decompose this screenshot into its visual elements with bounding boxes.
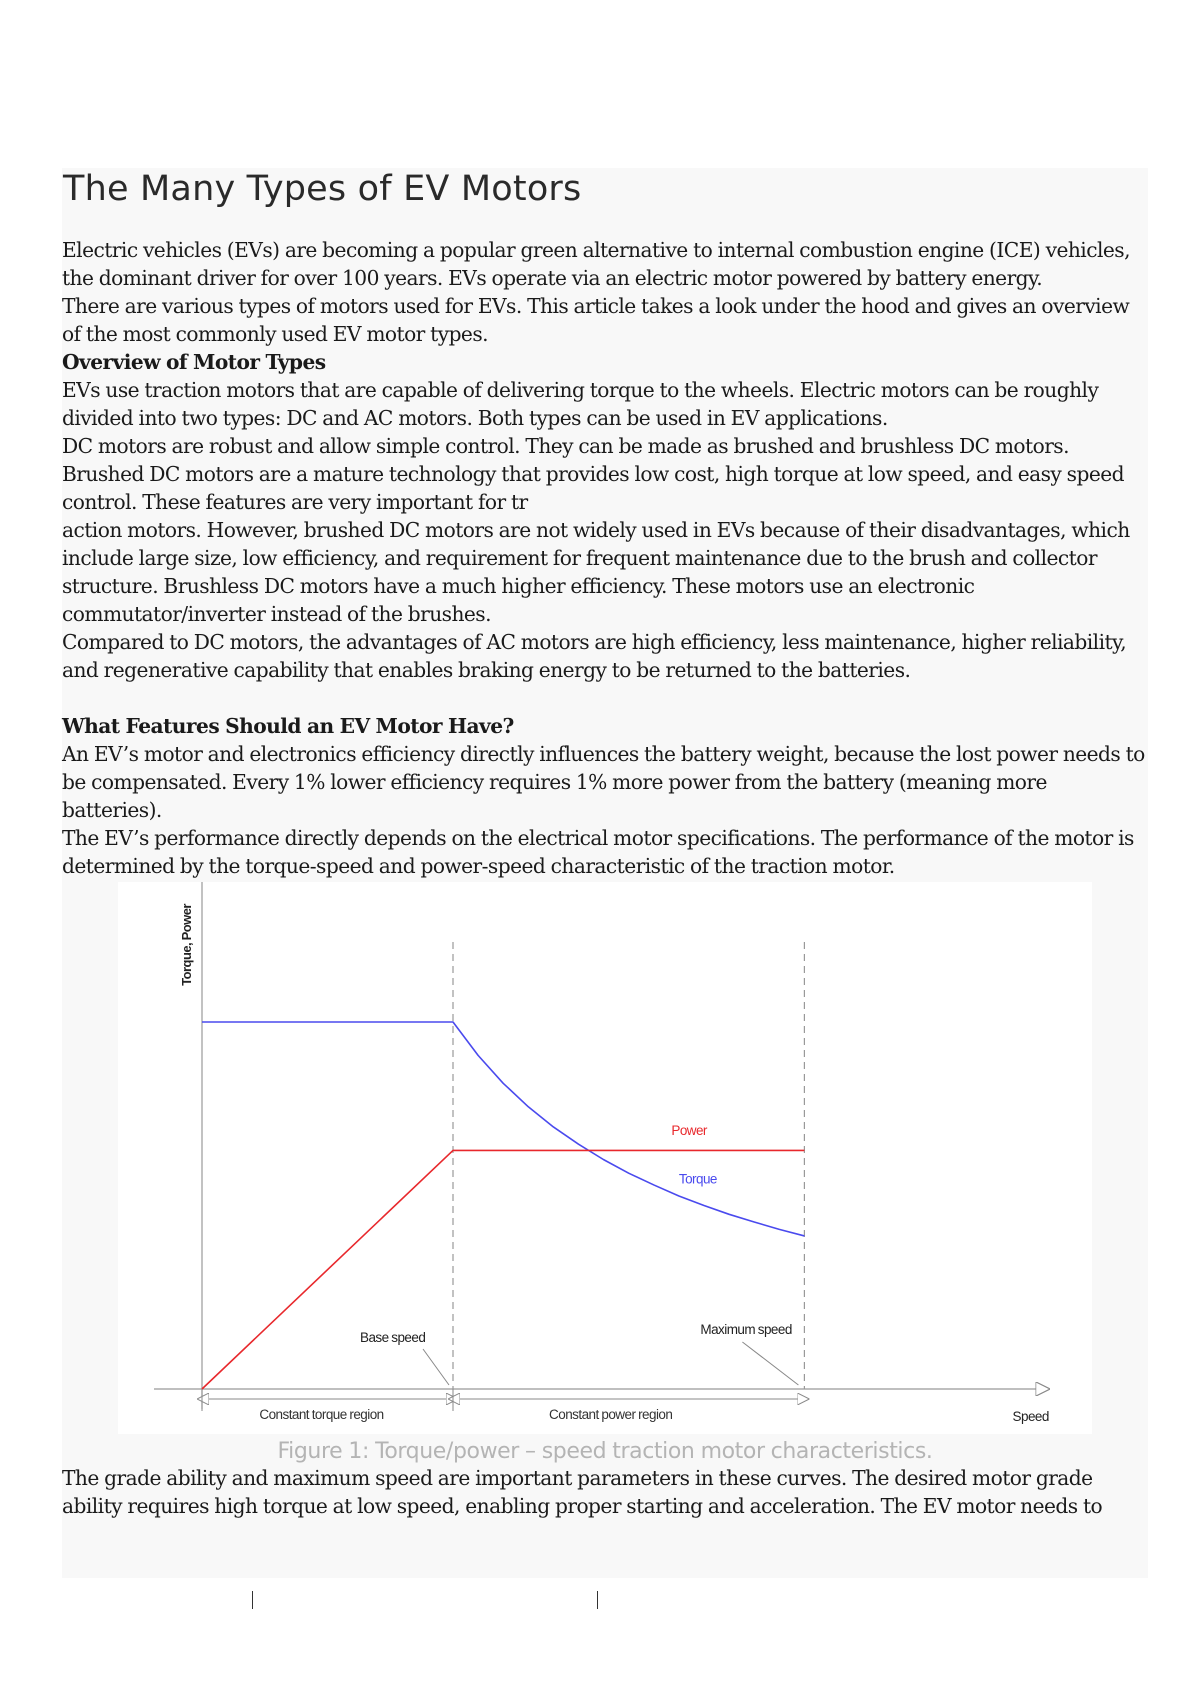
paragraph: DC motors are robust and allow simple control. They can be made as brushed and brushless DC motors. Brushed DC motors are a mature technology that provides low cost, high torque at low speed, and easy speed control. These features are very important for tr: [62, 434, 1124, 514]
paragraph: The EV’s performance directly depends on the electrical motor specifications. The performance of the motor is determined by the torque-speed and power-speed characteristic of the traction motor.: [62, 826, 1134, 878]
page-title: The Many Types of EV Motors: [63, 169, 582, 209]
paragraph: There are various types of motors used for EVs. This article takes a look under the hood and gives an overview of the most commonly used EV motor types.: [62, 294, 1130, 346]
paragraph: Compared to DC motors, the advantages of AC motors are high efficiency, less maintenance, higher reliability, and regenerative capability that enables braking energy to be returned to the batteries.: [62, 630, 1127, 682]
paragraph: action motors. However, brushed DC motors are not widely used in EVs because of their disadvantages, which include large size, low efficiency, and requirement for frequent maintenance due to the brush and collector structure. Brushless DC motors have a much higher efficiency. These motors use an electronic commutator/inverter instead of the brushes.: [62, 518, 1130, 626]
annotation-leader: [423, 1349, 449, 1385]
region-label: Constant torque region: [259, 1407, 384, 1422]
figure: [62, 882, 1148, 1464]
annotation-leader: [742, 1342, 798, 1385]
series-label-torque: Torque: [678, 1171, 717, 1187]
section-heading: What Features Should an EV Motor Have?: [62, 714, 514, 738]
annotation-maximum-speed: Maximum speed: [700, 1322, 792, 1337]
paragraph: An EV’s motor and electronics efficiency directly influences the battery weight, because the lost power needs to be compensated. Every 1% lower efficiency requires 1% more power from the battery (meaning more batteries).: [62, 742, 1145, 822]
spacer: [62, 684, 1148, 712]
region-label: Constant power region: [549, 1407, 673, 1422]
text-cursor-mark: [597, 1591, 598, 1609]
text-cursor-mark: [252, 1591, 253, 1609]
paragraph: Electric vehicles (EVs) are becoming a popular green alternative to internal combustion engine (ICE) vehicles, the dominant driver for over 100 years. EVs operate via an electric motor powered by battery energy.: [62, 238, 1130, 290]
section-heading: Overview of Motor Types: [62, 350, 326, 374]
y-axis-label: Torque, Power: [179, 904, 194, 986]
paragraph: EVs use traction motors that are capable of delivering torque to the wheels. Electric motors can be roughly divided into two types: DC and AC motors. Both types can be used in EV applications.: [62, 378, 1099, 430]
paragraph: The grade ability and maximum speed are important parameters in these curves. The desired motor grade ability requires high torque at low speed, enabling proper starting and acceleration. The EV motor needs to: [62, 1466, 1103, 1518]
series-line-torque: [202, 1022, 804, 1236]
document-body: [62, 168, 1148, 1520]
figure-caption: Figure 1: Torque/power – speed traction motor characteristics.: [277, 1439, 933, 1464]
chart-container: [118, 882, 1092, 1434]
article-text: [62, 236, 1148, 1520]
x-axis-label: Speed: [1012, 1409, 1049, 1424]
annotation-base-speed: Base speed: [360, 1330, 426, 1345]
torque-power-chart: [118, 882, 1092, 1434]
series-label-power: Power: [671, 1122, 707, 1138]
